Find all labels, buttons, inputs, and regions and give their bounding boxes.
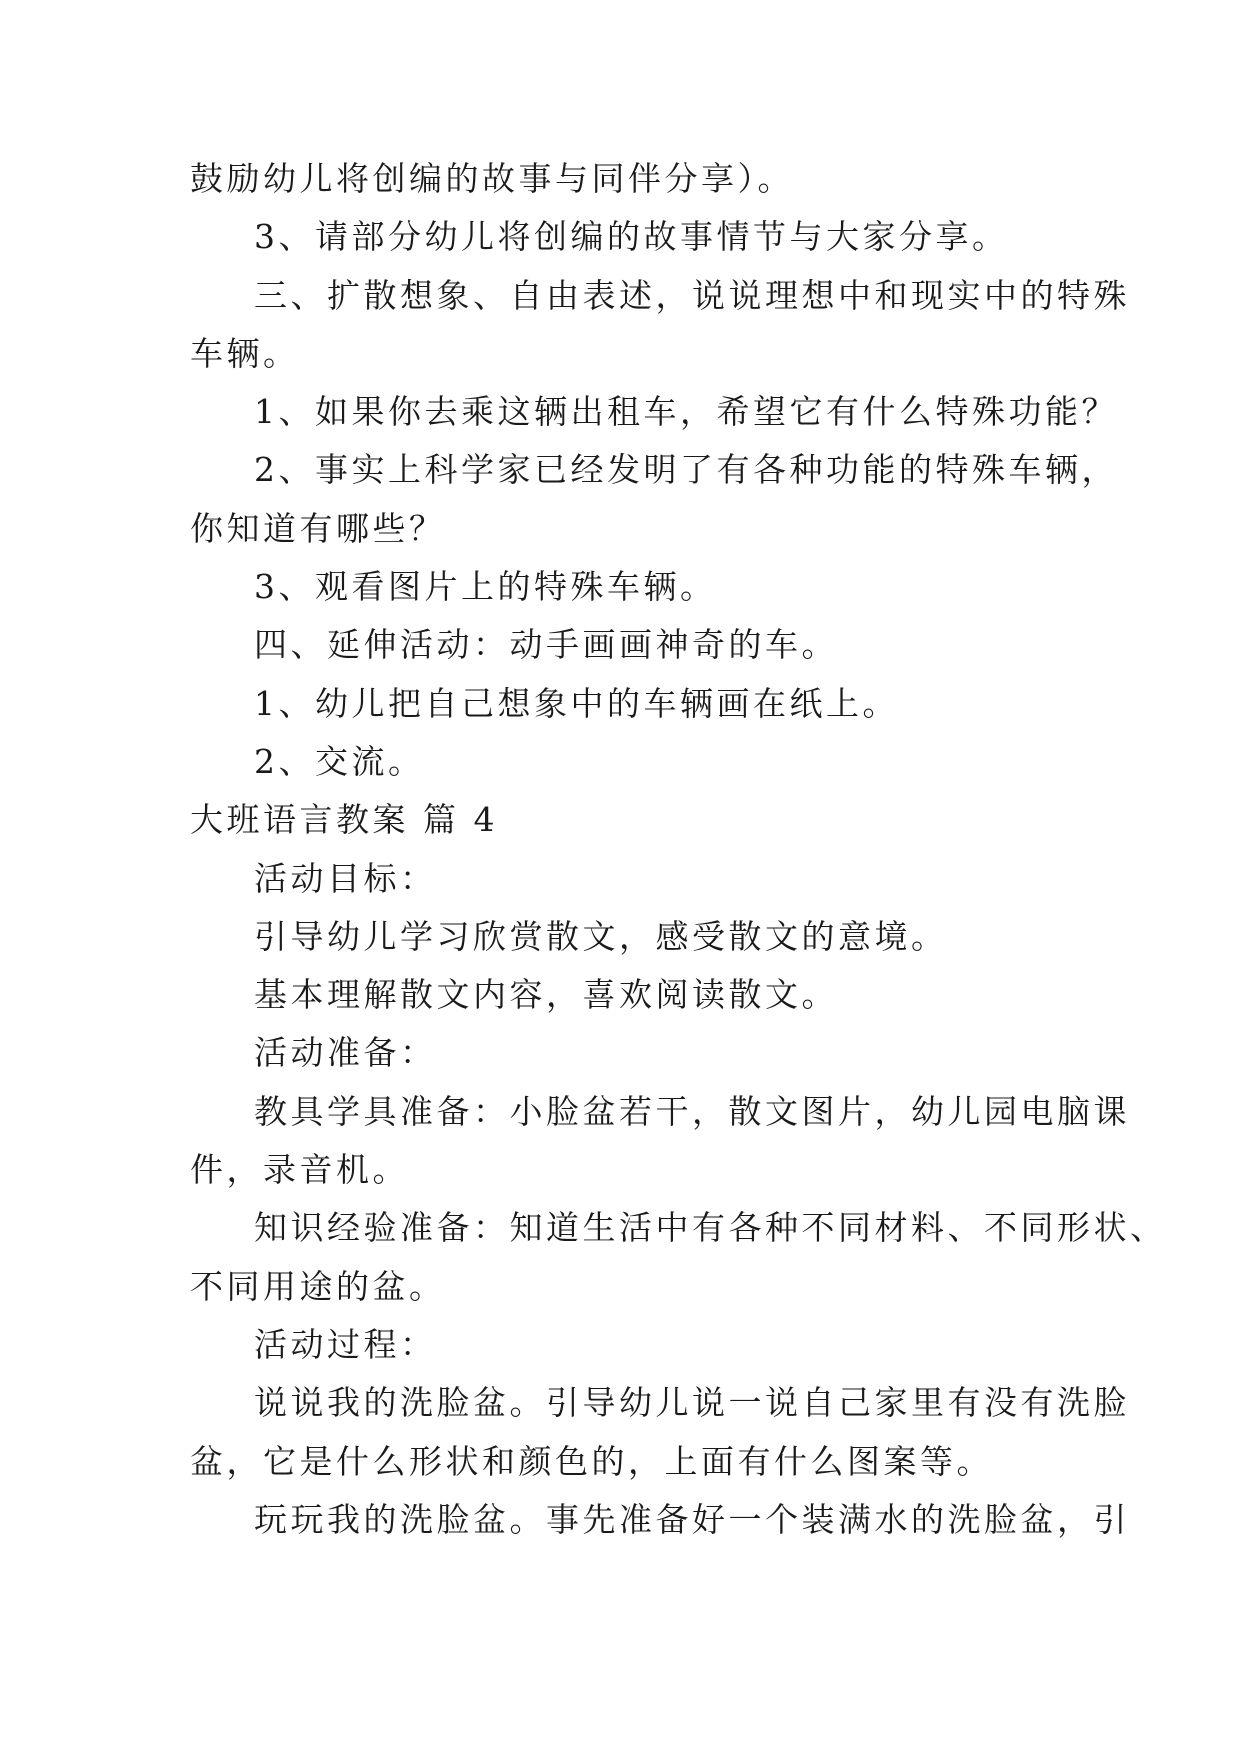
text-line: 1、幼儿把自己想象中的车辆画在纸上。 bbox=[254, 683, 899, 723]
text-line: 知识经验准备：知道生活中有各种不同材料、不同形状、 bbox=[254, 1208, 1167, 1248]
lesson-title: 大班语言教案 篇 4 bbox=[190, 800, 498, 840]
text-line: 你知道有哪些？ bbox=[190, 508, 446, 548]
text-line: 件，录音机。 bbox=[190, 1150, 409, 1190]
document-body bbox=[190, 150, 1167, 1549]
text-line: 不同用途的盆。 bbox=[190, 1266, 446, 1306]
text-line: 基本理解散文内容，喜欢阅读散文。 bbox=[254, 975, 838, 1015]
text-line: 教具学具准备：小脸盆若干，散文图片，幼儿园电脑课 bbox=[254, 1091, 1130, 1131]
text-line: 玩玩我的洗脸盆。事先准备好一个装满水的洗脸盆，引 bbox=[254, 1499, 1130, 1539]
text-line: 2、事实上科学家已经发明了有各种功能的特殊车辆， bbox=[254, 450, 1118, 490]
section-heading: 活动目标： bbox=[254, 858, 437, 898]
text-line: 3、请部分幼儿将创编的故事情节与大家分享。 bbox=[254, 217, 1009, 257]
section-heading: 活动过程： bbox=[254, 1324, 437, 1364]
section-heading: 活动准备： bbox=[254, 1033, 437, 1073]
text-line: 引导幼儿学习欣赏散文，感受散文的意境。 bbox=[254, 916, 948, 956]
section-heading: 四、延伸活动：动手画画神奇的车。 bbox=[254, 625, 838, 665]
text-line: 鼓励幼儿将创编的故事与同伴分享）。 bbox=[190, 159, 794, 198]
text-line: 盆，它是什么形状和颜色的，上面有什么图案等。 bbox=[190, 1441, 993, 1481]
text-line: 3、观看图片上的特殊车辆。 bbox=[254, 567, 717, 607]
section-heading: 三、扩散想象、自由表述，说说理想中和现实中的特殊 bbox=[254, 275, 1130, 315]
text-line: 说说我的洗脸盆。引导幼儿说一说自己家里有没有洗脸 bbox=[254, 1383, 1130, 1423]
text-line: 2、交流。 bbox=[254, 741, 425, 781]
text-line: 1、如果你去乘这辆出租车，希望它有什么特殊功能？ bbox=[254, 392, 1118, 432]
text-line: 车辆。 bbox=[190, 333, 300, 373]
